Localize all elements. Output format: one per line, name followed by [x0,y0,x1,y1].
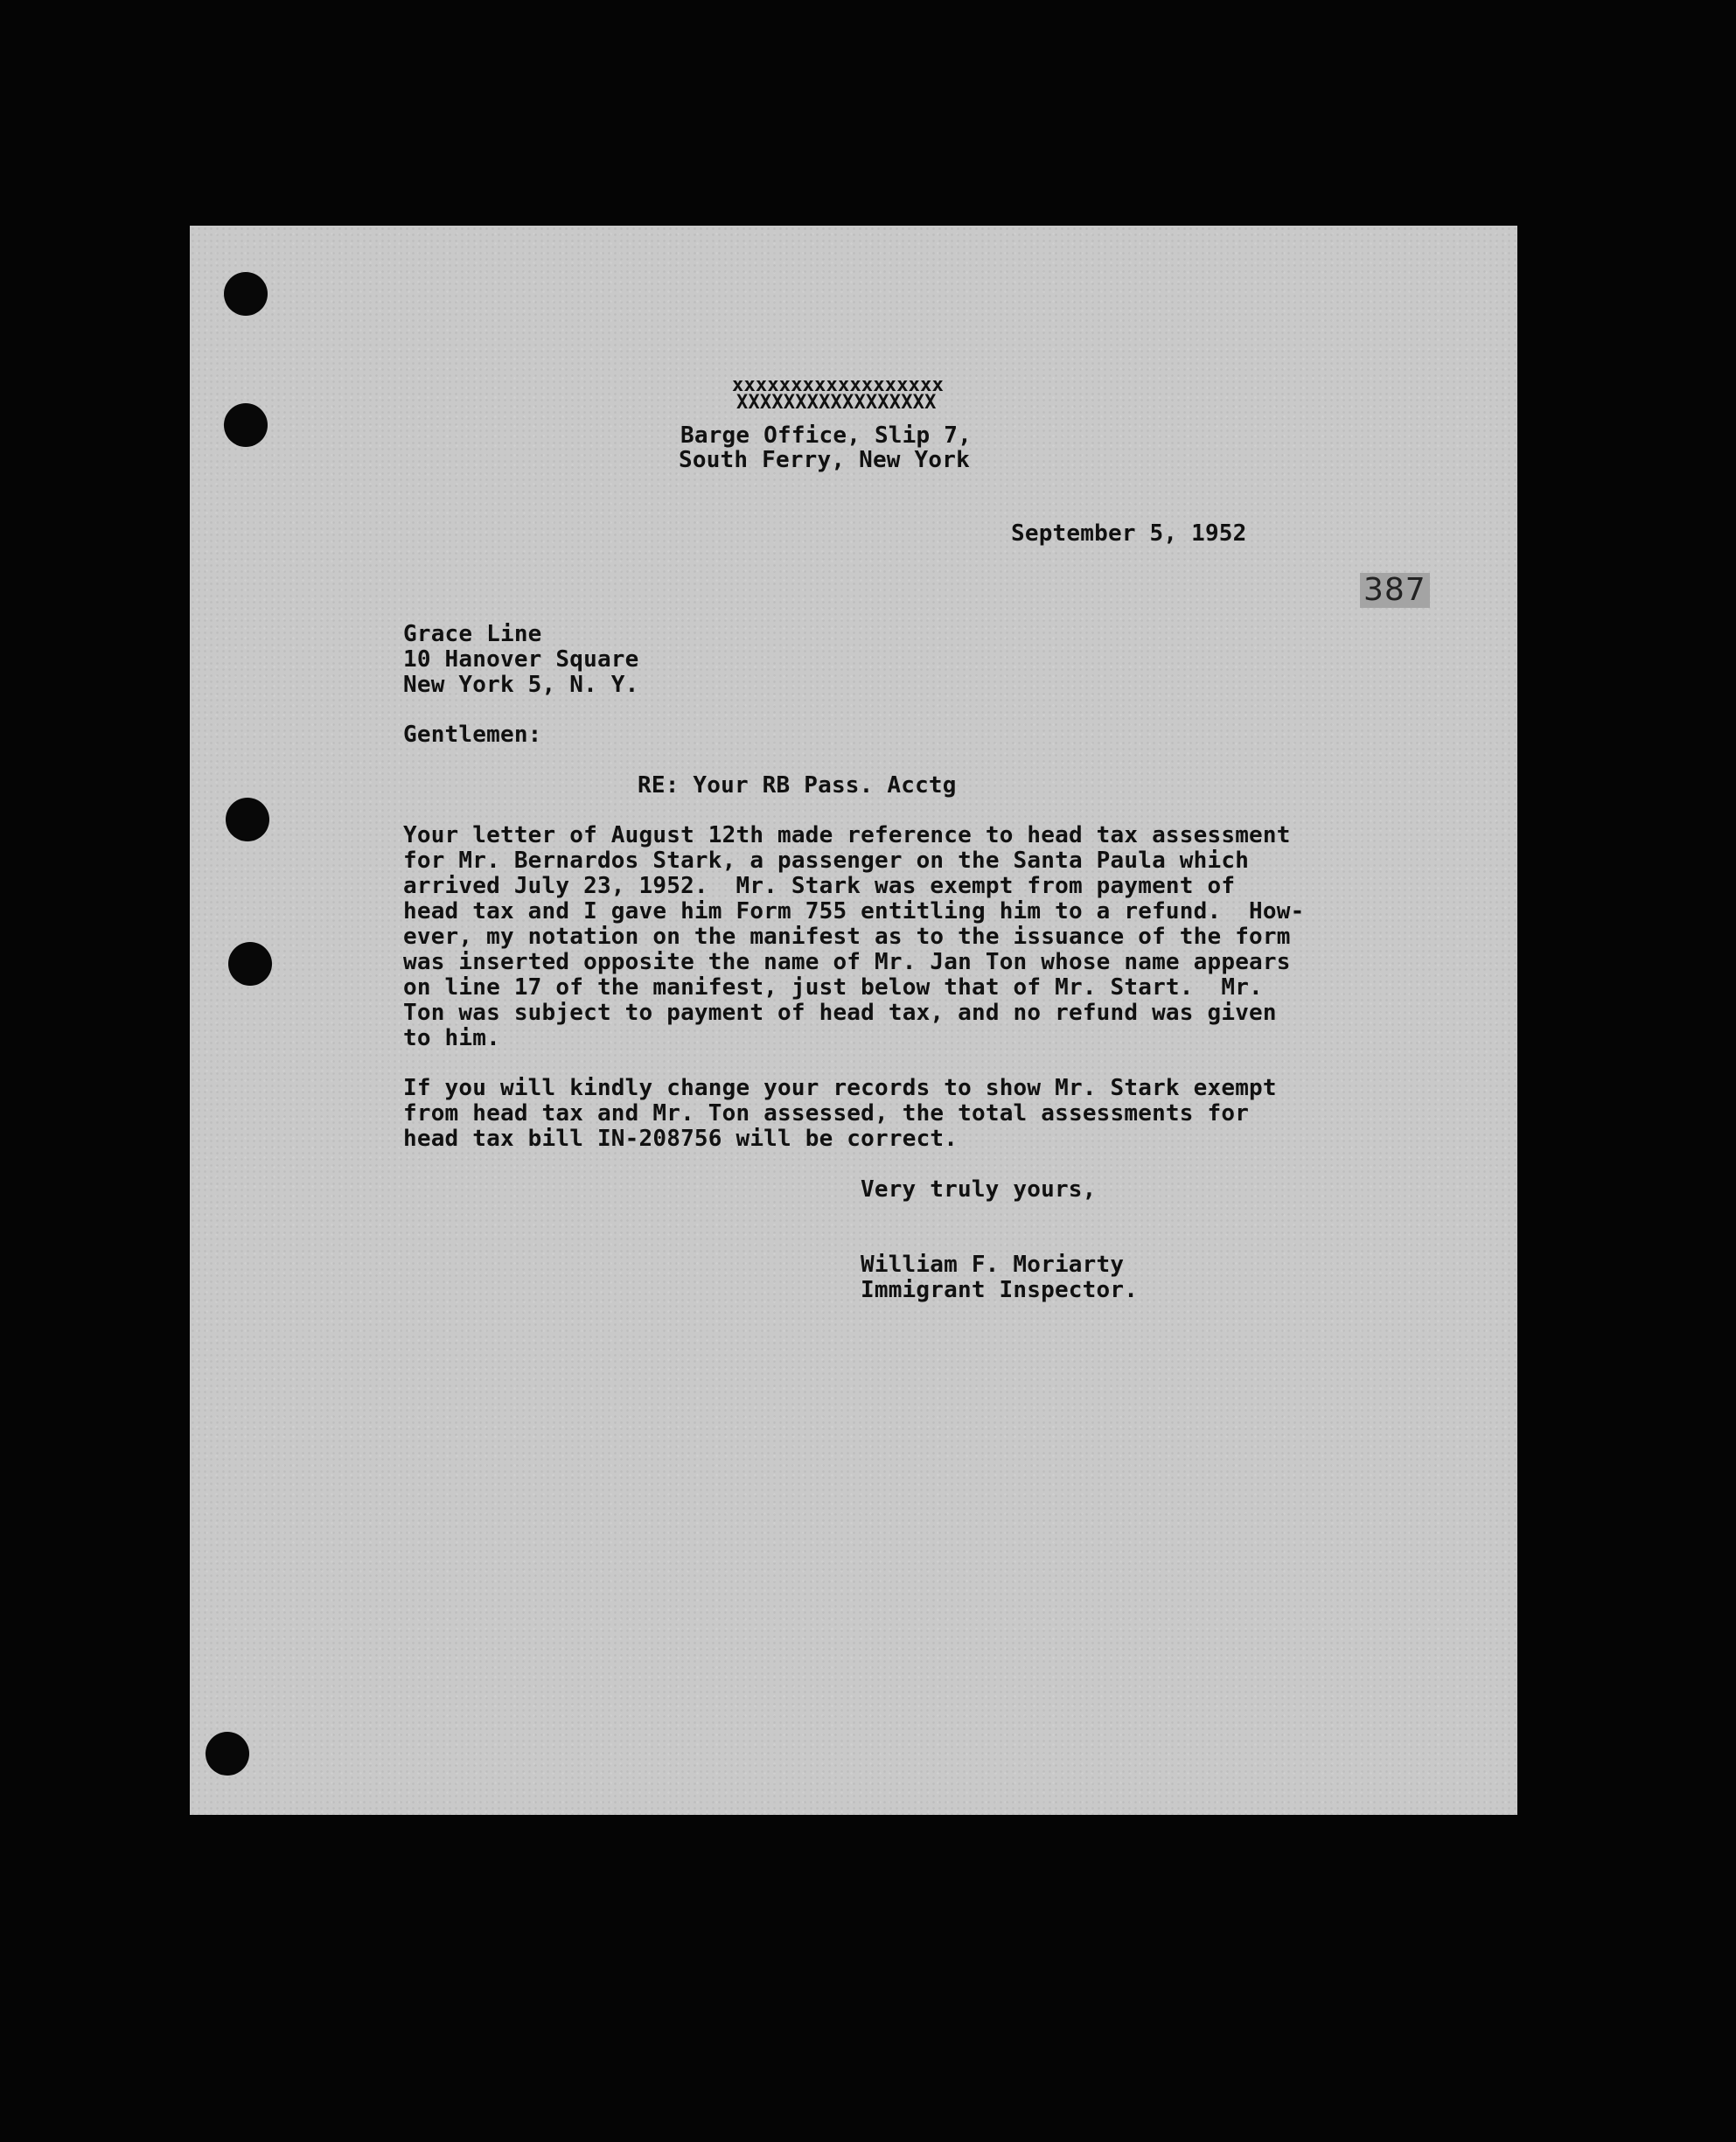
letter-date: September 5, 1952 [1011,520,1247,547]
recipient-city: New York 5, N. Y. [403,672,639,698]
signer-title: Immigrant Inspector. [861,1277,1139,1303]
salutation: Gentlemen: [403,722,542,748]
recipient-name: Grace Line [403,621,542,647]
sender-address-line: South Ferry, New York [679,447,970,473]
punch-hole [224,272,268,316]
signer-name: William F. Moriarty [861,1252,1125,1278]
punch-hole [228,942,272,986]
page-number-stamp: 387 [1360,573,1430,608]
subject-line: RE: Your RB Pass. Acctg [638,772,957,799]
punch-hole [206,1732,249,1776]
struck-letterhead-line: XXXXXXXXXXXXXXXXX [736,392,937,414]
body-paragraph: If you will kindly change your records to show Mr. Stark exempt from head tax and Mr. Ton assessed, the total assessments for head tax bill IN-208756 will be correct. [403,1075,1277,1152]
body-paragraph: Your letter of August 12th made reference to head tax assessment for Mr. Bernardos Stark, a passenger on the Santa Paula which arrived July 23, 1952. Mr. Stark was exempt from payment of head tax and I gave him Form 755 entitling him to a refund. How- ever, my notation on the manifest as to the issuance of the form was inserted opposite the name of Mr. Jan Ton whose name appears on line 17 of the manifest, just below that of Mr. Start. Mr. Ton was subject to payment of head tax, and no refund was given to him. [403,822,1305,1051]
struck-letterhead-line: xxxxxxxxxxxxxxxxxx [732,374,945,396]
punch-hole [226,798,269,841]
punch-hole [224,403,268,447]
sender-address-line: Barge Office, Slip 7, [680,422,972,449]
recipient-street: 10 Hanover Square [403,646,639,673]
complimentary-closing: Very truly yours, [861,1176,1097,1203]
